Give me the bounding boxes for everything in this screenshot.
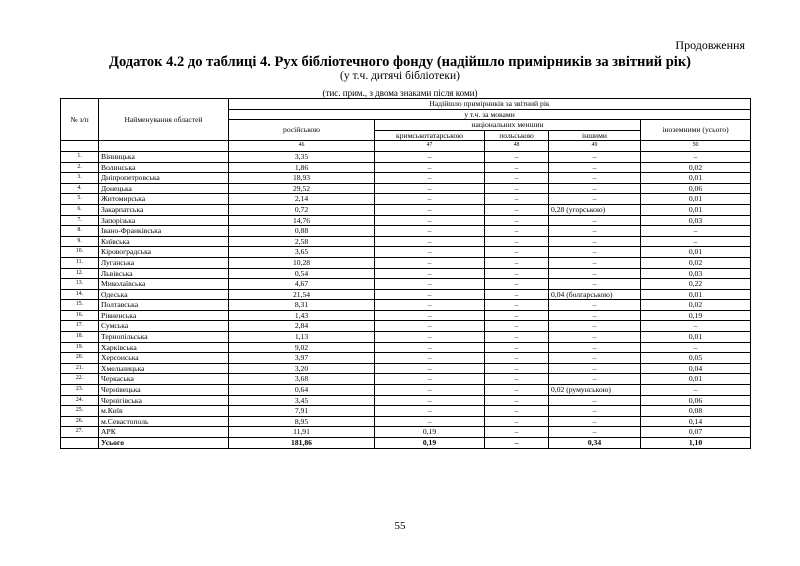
polish-value: –	[485, 257, 549, 268]
crimean-tatar-value: 0,19	[375, 427, 485, 438]
other-value: –	[549, 173, 641, 184]
other-value: –	[549, 215, 641, 226]
polish-value: –	[485, 236, 549, 247]
region-name: м.Київ	[99, 406, 229, 417]
table-row	[61, 321, 751, 332]
header-by-language: у т.ч. за мовами	[229, 109, 751, 120]
header-num: № з/п	[61, 99, 99, 141]
foreign-value: 0,03	[641, 215, 751, 226]
row-number: 16.	[61, 310, 99, 321]
polish-value: –	[485, 247, 549, 258]
total-foreign: 1,10	[641, 438, 751, 449]
document-title: Додаток 4.2 до таблиці 4. Рух бібліотечного фонду (надійшло примірників за звітний рік)	[108, 54, 692, 70]
row-number: 23.	[61, 385, 99, 396]
polish-value: –	[485, 151, 549, 162]
total-polish: –	[485, 438, 549, 449]
foreign-value: 0,01	[641, 374, 751, 385]
crimean-tatar-value: –	[375, 363, 485, 374]
region-name: Черкаська	[99, 374, 229, 385]
row-number: 9.	[61, 236, 99, 247]
table-row	[61, 162, 751, 173]
header-russian: російською	[229, 120, 375, 141]
region-name: Тернопільська	[99, 332, 229, 343]
russian-value: 1,43	[229, 310, 375, 321]
region-name: Івано-Франківська	[99, 226, 229, 237]
crimean-tatar-value: –	[375, 268, 485, 279]
polish-value: –	[485, 226, 549, 237]
foreign-value: 0,01	[641, 194, 751, 205]
crimean-tatar-value: –	[375, 173, 485, 184]
polish-value: –	[485, 321, 549, 332]
crimean-tatar-value: –	[375, 151, 485, 162]
other-value: –	[549, 332, 641, 343]
russian-value: 10,28	[229, 257, 375, 268]
foreign-value: 0,07	[641, 427, 751, 438]
russian-value: 2,84	[229, 321, 375, 332]
region-name: Чернівецька	[99, 385, 229, 396]
data-table	[60, 98, 751, 449]
russian-value: 0,54	[229, 268, 375, 279]
table-body	[61, 151, 751, 448]
row-number: 24.	[61, 395, 99, 406]
other-value: –	[549, 353, 641, 364]
region-name: Кіровоградська	[99, 247, 229, 258]
total-russian: 181,86	[229, 438, 375, 449]
foreign-value: 0,02	[641, 257, 751, 268]
foreign-value: 0,01	[641, 204, 751, 215]
crimean-tatar-value: –	[375, 385, 485, 396]
polish-value: –	[485, 363, 549, 374]
header-region: Найменування областей	[99, 99, 229, 141]
russian-value: 0,64	[229, 385, 375, 396]
other-value: –	[549, 162, 641, 173]
crimean-tatar-value: –	[375, 321, 485, 332]
foreign-value: 0,01	[641, 332, 751, 343]
table-row	[61, 151, 751, 162]
polish-value: –	[485, 427, 549, 438]
russian-value: 14,76	[229, 215, 375, 226]
table-row	[61, 194, 751, 205]
polish-value: –	[485, 416, 549, 427]
foreign-value: 0,01	[641, 173, 751, 184]
row-number: 18.	[61, 332, 99, 343]
table-row	[61, 257, 751, 268]
row-number: 15.	[61, 300, 99, 311]
other-value: –	[549, 226, 641, 237]
crimean-tatar-value: –	[375, 279, 485, 290]
foreign-value: 0,22	[641, 279, 751, 290]
russian-value: 1,13	[229, 332, 375, 343]
table-row	[61, 406, 751, 417]
other-value: –	[549, 374, 641, 385]
russian-value: 11,91	[229, 427, 375, 438]
region-name: Хмельницька	[99, 363, 229, 374]
document-subtitle: (у т.ч. дитячі бібліотеки)	[340, 70, 460, 82]
foreign-value: 0,06	[641, 395, 751, 406]
header-crimean-tatar: кримськотатарською	[375, 130, 485, 141]
russian-value: 3,20	[229, 363, 375, 374]
other-value: –	[549, 395, 641, 406]
region-name: Львівська	[99, 268, 229, 279]
table-row	[61, 385, 751, 396]
region-name: Луганська	[99, 257, 229, 268]
other-value: 0,28 (угорською)	[549, 204, 641, 215]
foreign-value: –	[641, 151, 751, 162]
crimean-tatar-value: –	[375, 374, 485, 385]
row-number: 14.	[61, 289, 99, 300]
total-other: 0,34	[549, 438, 641, 449]
other-value: –	[549, 194, 641, 205]
other-value: –	[549, 247, 641, 258]
row-number: 12.	[61, 268, 99, 279]
crimean-tatar-value: –	[375, 194, 485, 205]
foreign-value: 0,01	[641, 247, 751, 258]
russian-value: 18,93	[229, 173, 375, 184]
region-name: Харківська	[99, 342, 229, 353]
polish-value: –	[485, 374, 549, 385]
russian-value: 29,52	[229, 183, 375, 194]
foreign-value: 0,03	[641, 268, 751, 279]
russian-value: 3,35	[229, 151, 375, 162]
foreign-value: 0,02	[641, 162, 751, 173]
table-row	[61, 342, 751, 353]
russian-value: 2,14	[229, 194, 375, 205]
colnum: 50	[641, 141, 751, 152]
row-number: 2.	[61, 162, 99, 173]
region-name: Запорізька	[99, 215, 229, 226]
region-name: Житомирська	[99, 194, 229, 205]
region-name: Вінницька	[99, 151, 229, 162]
crimean-tatar-value: –	[375, 215, 485, 226]
row-number: 4.	[61, 183, 99, 194]
row-number: 21.	[61, 363, 99, 374]
foreign-value: 0,01	[641, 289, 751, 300]
polish-value: –	[485, 300, 549, 311]
russian-value: 8,95	[229, 416, 375, 427]
russian-value: 3,45	[229, 395, 375, 406]
table-row	[61, 363, 751, 374]
crimean-tatar-value: –	[375, 247, 485, 258]
russian-value: 3,68	[229, 374, 375, 385]
region-name: АРК	[99, 427, 229, 438]
continuation-label: Продовження	[675, 38, 745, 52]
polish-value: –	[485, 342, 549, 353]
russian-value: 21,54	[229, 289, 375, 300]
crimean-tatar-value: –	[375, 236, 485, 247]
header-polish: польською	[485, 130, 549, 141]
polish-value: –	[485, 268, 549, 279]
crimean-tatar-value: –	[375, 332, 485, 343]
foreign-value: –	[641, 321, 751, 332]
foreign-value: 0,06	[641, 183, 751, 194]
region-name: Одеська	[99, 289, 229, 300]
header-foreign: іноземними (усього)	[641, 120, 751, 141]
row-number: 5.	[61, 194, 99, 205]
crimean-tatar-value: –	[375, 300, 485, 311]
foreign-value: –	[641, 342, 751, 353]
russian-value: 0,88	[229, 226, 375, 237]
other-value: –	[549, 268, 641, 279]
table-row	[61, 289, 751, 300]
crimean-tatar-value: –	[375, 226, 485, 237]
foreign-value: –	[641, 236, 751, 247]
polish-value: –	[485, 204, 549, 215]
foreign-value: –	[641, 226, 751, 237]
table-row	[61, 173, 751, 184]
table-row	[61, 279, 751, 290]
region-name: Донецька	[99, 183, 229, 194]
other-value: –	[549, 183, 641, 194]
russian-value: 7,91	[229, 406, 375, 417]
table-row	[61, 300, 751, 311]
crimean-tatar-value: –	[375, 289, 485, 300]
page-number: 55	[394, 520, 406, 532]
total-num-blank	[61, 438, 99, 449]
region-name: Дніпропетровська	[99, 173, 229, 184]
region-name: Чернігівська	[99, 395, 229, 406]
polish-value: –	[485, 385, 549, 396]
polish-value: –	[485, 183, 549, 194]
crimean-tatar-value: –	[375, 353, 485, 364]
total-row	[61, 438, 751, 449]
region-name: Закарпатська	[99, 204, 229, 215]
table-row	[61, 236, 751, 247]
crimean-tatar-value: –	[375, 416, 485, 427]
table-row	[61, 183, 751, 194]
crimean-tatar-value: –	[375, 395, 485, 406]
table-row	[61, 247, 751, 258]
crimean-tatar-value: –	[375, 162, 485, 173]
other-value: –	[549, 151, 641, 162]
colnum: 48	[485, 141, 549, 152]
region-name: Миколаївська	[99, 279, 229, 290]
foreign-value: 0,05	[641, 353, 751, 364]
table-row	[61, 416, 751, 427]
units-note: (тис. прим., з двома знаками після коми)	[322, 88, 478, 98]
crimean-tatar-value: –	[375, 342, 485, 353]
polish-value: –	[485, 173, 549, 184]
row-number: 3.	[61, 173, 99, 184]
row-number: 17.	[61, 321, 99, 332]
other-value: –	[549, 279, 641, 290]
row-number: 11.	[61, 257, 99, 268]
polish-value: –	[485, 215, 549, 226]
region-name: Рівненська	[99, 310, 229, 321]
foreign-value: 0,02	[641, 300, 751, 311]
region-name: Київська	[99, 236, 229, 247]
russian-value: 3,65	[229, 247, 375, 258]
row-number: 25.	[61, 406, 99, 417]
colnum-blank	[61, 141, 99, 152]
row-number: 27.	[61, 427, 99, 438]
russian-value: 3,97	[229, 353, 375, 364]
region-name: Херсонська	[99, 353, 229, 364]
russian-value: 9,02	[229, 342, 375, 353]
row-number: 13.	[61, 279, 99, 290]
row-number: 22.	[61, 374, 99, 385]
russian-value: 4,67	[229, 279, 375, 290]
row-number: 20.	[61, 353, 99, 364]
other-value: –	[549, 363, 641, 374]
table-row	[61, 215, 751, 226]
colnum: 49	[549, 141, 641, 152]
table-row	[61, 427, 751, 438]
foreign-value: 0,14	[641, 416, 751, 427]
row-number: 6.	[61, 204, 99, 215]
other-value: 0,04 (болгарською)	[549, 289, 641, 300]
table-row	[61, 310, 751, 321]
colnum-blank	[99, 141, 229, 152]
polish-value: –	[485, 310, 549, 321]
table-row	[61, 226, 751, 237]
other-value: –	[549, 416, 641, 427]
polish-value: –	[485, 279, 549, 290]
table-row	[61, 332, 751, 343]
russian-value: 1,86	[229, 162, 375, 173]
polish-value: –	[485, 353, 549, 364]
colnum: 46	[229, 141, 375, 152]
other-value: –	[549, 310, 641, 321]
row-number: 7.	[61, 215, 99, 226]
region-name: Полтавська	[99, 300, 229, 311]
row-number: 26.	[61, 416, 99, 427]
other-value: –	[549, 257, 641, 268]
crimean-tatar-value: –	[375, 183, 485, 194]
region-name: Сумська	[99, 321, 229, 332]
table-row	[61, 374, 751, 385]
russian-value: 2,58	[229, 236, 375, 247]
crimean-tatar-value: –	[375, 204, 485, 215]
other-value: –	[549, 321, 641, 332]
header-minorities: національних меншин	[375, 120, 641, 131]
crimean-tatar-value: –	[375, 406, 485, 417]
table-row	[61, 204, 751, 215]
row-number: 10.	[61, 247, 99, 258]
table-row	[61, 353, 751, 364]
row-number: 8.	[61, 226, 99, 237]
row-number: 19.	[61, 342, 99, 353]
header-received: Надійшло примірників за звітний рік	[229, 99, 751, 110]
russian-value: 8,31	[229, 300, 375, 311]
total-crimean-tatar: 0,19	[375, 438, 485, 449]
header-other: іншими	[549, 130, 641, 141]
region-name: Волинська	[99, 162, 229, 173]
foreign-value: 0,08	[641, 406, 751, 417]
crimean-tatar-value: –	[375, 310, 485, 321]
table-row	[61, 395, 751, 406]
foreign-value: 0,19	[641, 310, 751, 321]
colnum: 47	[375, 141, 485, 152]
other-value: 0,02 (румунською)	[549, 385, 641, 396]
polish-value: –	[485, 162, 549, 173]
foreign-value: 0,04	[641, 363, 751, 374]
other-value: –	[549, 236, 641, 247]
other-value: –	[549, 406, 641, 417]
polish-value: –	[485, 332, 549, 343]
other-value: –	[549, 342, 641, 353]
row-number: 1.	[61, 151, 99, 162]
table-row	[61, 268, 751, 279]
foreign-value: –	[641, 385, 751, 396]
region-name: м.Севастополь	[99, 416, 229, 427]
other-value: –	[549, 300, 641, 311]
polish-value: –	[485, 395, 549, 406]
total-label: Усього	[99, 438, 229, 449]
crimean-tatar-value: –	[375, 257, 485, 268]
polish-value: –	[485, 406, 549, 417]
polish-value: –	[485, 289, 549, 300]
polish-value: –	[485, 194, 549, 205]
russian-value: 0,72	[229, 204, 375, 215]
other-value: –	[549, 427, 641, 438]
